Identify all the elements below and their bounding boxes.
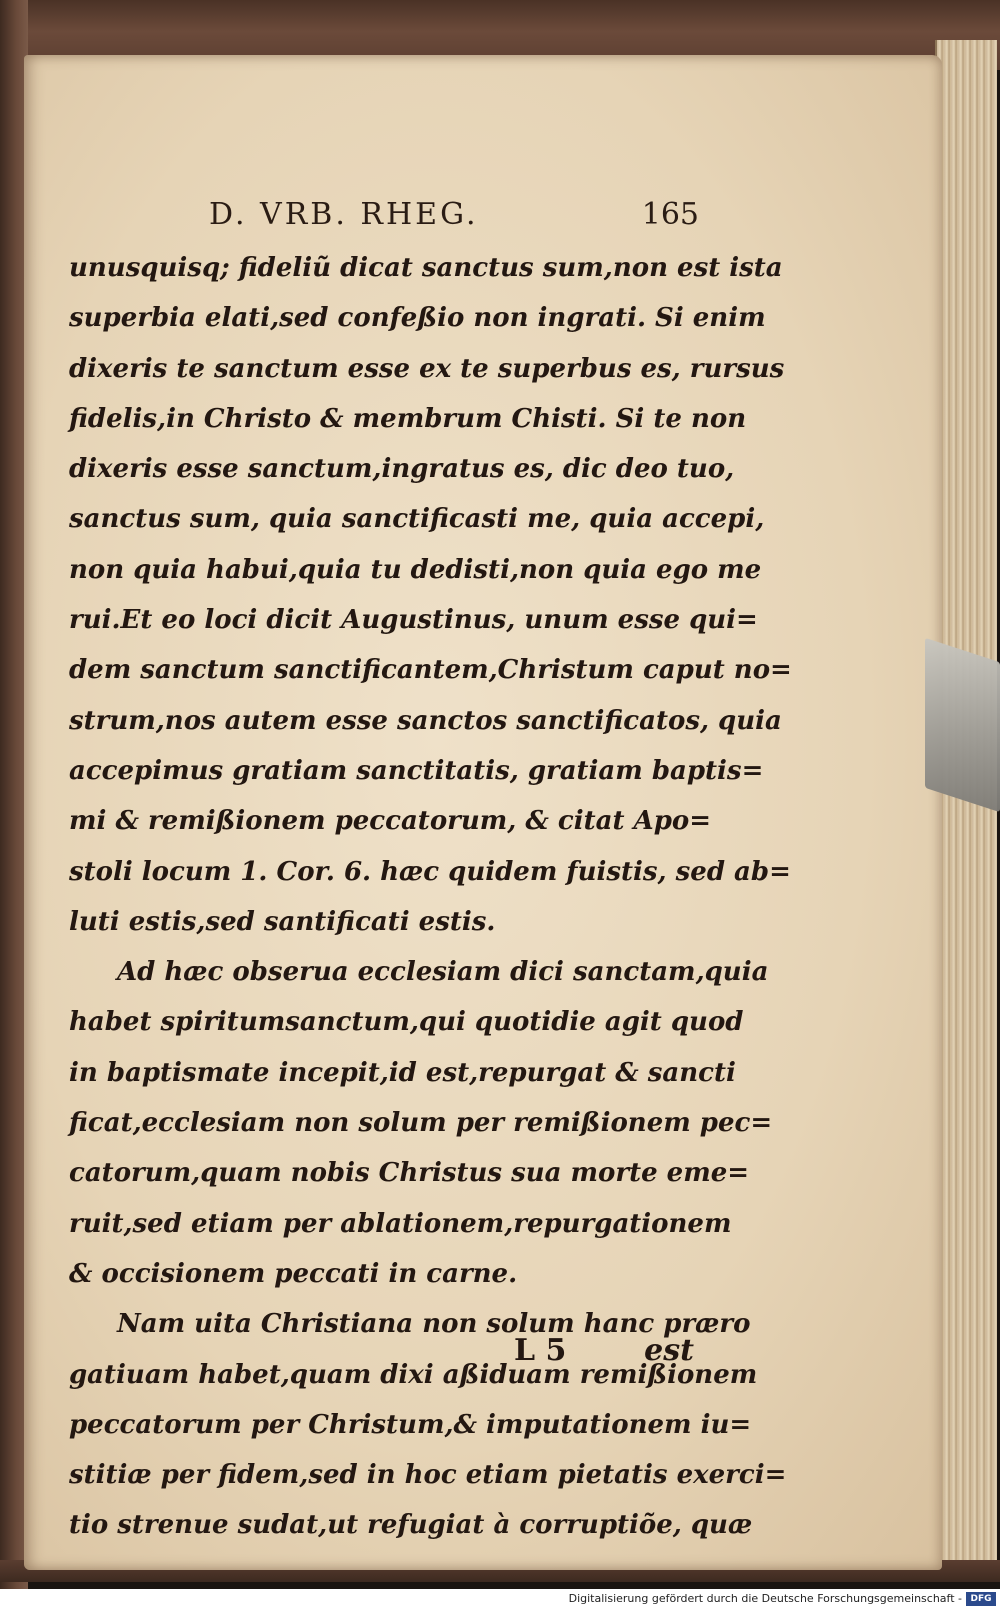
page-edges: [935, 40, 997, 1580]
text-line: in baptismate incepit,id est,repurgat & sancti: [69, 1057, 736, 1088]
text-line: ruit,sed etiam per ablationem,repurgationem: [69, 1208, 732, 1239]
text-line: non quia habui,quia tu dedisti,non quia ego me: [69, 554, 762, 585]
text-line: catorum,quam nobis Christus sua morte eme=: [69, 1158, 750, 1189]
paragraph-start-line: Ad hæc obserua ecclesiam dici sanctam,quia: [117, 957, 769, 988]
catchword: est: [644, 1333, 694, 1368]
text-line: sanctus sum, quia sanctificasti me, quia accepi,: [69, 504, 765, 535]
text-line: superbia elati,sed confeßio non ingrati. Si enim: [69, 303, 766, 334]
text-line: stitiæ per fidem,sed in hoc etiam pietatis exerci=: [69, 1460, 787, 1491]
running-head: D. VRB. RHEG.: [209, 197, 479, 232]
text-line: gatiuam habet,quam dixi aßiduam remißionem: [69, 1359, 758, 1390]
text-line: stoli locum 1. Cor. 6. hæc quidem fuistis, sed ab=: [69, 856, 791, 887]
text-line: fidelis,in Christo & membrum Chisti. Si te non: [69, 403, 747, 434]
text-line: accepimus gratiam sanctitatis, gratiam baptis=: [69, 755, 764, 786]
text-line: luti estis,sed santificati estis.: [69, 906, 496, 937]
paragraph-start-line: Nam uita Christiana non solum hanc præro: [117, 1309, 751, 1340]
text-line: dem sanctum sanctificantem,Christum caput no=: [69, 655, 792, 686]
credit-bar: [0, 1589, 1000, 1609]
text-line: dixeris te sanctum esse ex te superbus es, rursus: [69, 353, 785, 384]
page-number: 165: [641, 197, 699, 232]
book-page: [24, 55, 942, 1570]
page-header: [209, 197, 699, 237]
text-line: ficat,ecclesiam non solum per remißionem pec=: [69, 1108, 773, 1139]
credit-text: Digitalisierung gefördert durch die Deutsche Forschungsgemeinschaft -: [568, 1592, 962, 1605]
text-line: dixeris esse sanctum,ingratus es, dic deo tuo,: [69, 454, 735, 485]
dfg-logo-icon: DFG: [966, 1592, 996, 1606]
text-line: & occisionem peccati in carne.: [69, 1258, 518, 1289]
signature-mark: L 5: [514, 1333, 567, 1368]
text-line: habet spiritumsanctum,qui quotidie agit quod: [69, 1007, 744, 1038]
text-line: mi & remißionem peccatorum, & citat Apo=: [69, 806, 712, 837]
bookmark-strip: [925, 638, 1000, 812]
page-footer: [514, 1333, 694, 1373]
text-line: strum,nos autem esse sanctos sanctificatos, quia: [69, 705, 782, 736]
text-line: unusquisq; fideliũ dicat sanctus sum,non est ista: [69, 253, 783, 283]
text-line: rui.Et eo loci dicit Augustinus, unum esse qui=: [69, 605, 758, 636]
text-line: tio strenue sudat,ut refugiat à corruptiõe, quæ: [69, 1510, 753, 1541]
text-line: peccatorum per Christum,& imputationem iu=: [69, 1409, 752, 1440]
